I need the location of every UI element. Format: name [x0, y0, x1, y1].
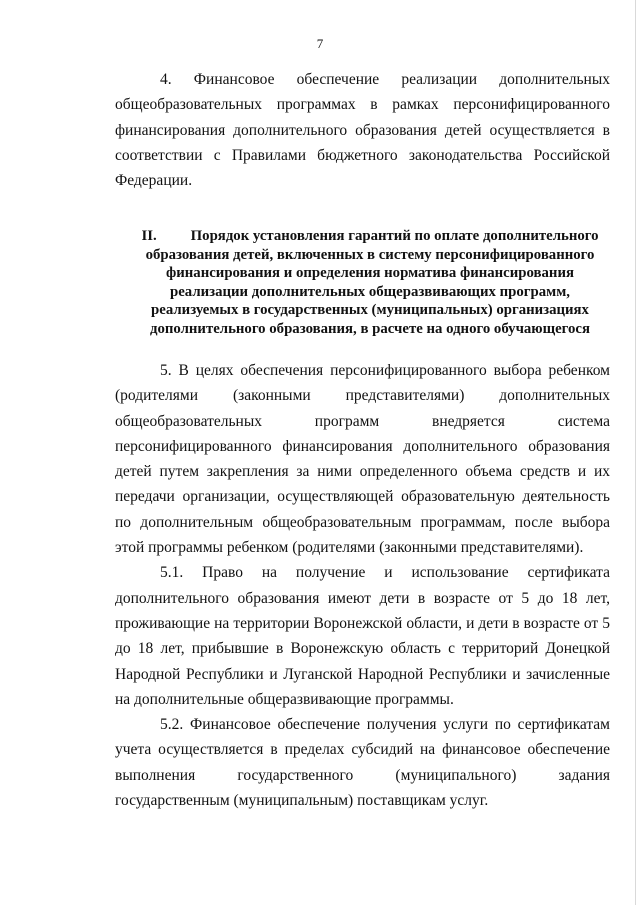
- section-title: Порядок установления гарантий по оплате дополнительного образования детей, включенных в систему персонифицированного финансирования и определения норматива финансирования реализации дополнительных общеразвивающих программ, реализуемых в государственных (муниципальных) организациях дополнительного образования, в расчете на одного обучающегося: [145, 228, 599, 337]
- scan-edge-line: [635, 0, 636, 905]
- paragraph-5-2: 5.2. Финансовое обеспечение получения услуги по сертификатам учета осуществляется в пределах субсидий на финансовое обеспечение выполнения государственного (муниципального) задания государственным (муниципальным) поставщикам услуг.: [115, 716, 610, 810]
- paragraph-5: 5. В целях обеспечения персонифицированного выбора ребенком (родителями (законными представителями) дополнительных общеобразовательных программ внедряется система персонифицированного финансирования дополнительного образования детей путем закрепления за ними определенного объема средств и их передачи организации, осуществляющей образовательную деятельность по дополнительным общеобразовательным программам, после выбора этой программы ребенком (родителями (законными представителями).: [115, 362, 610, 557]
- section-number: II.: [141, 228, 157, 244]
- page-number: 7: [316, 36, 324, 51]
- paragraph-block-bottom: [115, 358, 610, 813]
- section-heading: [130, 227, 610, 339]
- paragraph-block-top: [115, 67, 610, 193]
- paragraph-4: 4. Финансовое обеспечение реализации дополнительных общеобразовательных программах в рамках персонифицированного финансирования дополнительного образования детей осуществляется в соответствии с Правилами бюджетного законодательства Российской Федерации.: [115, 71, 610, 190]
- paragraph-5-1: 5.1. Право на получение и использование сертификата дополнительного образования имеют дети в возрасте от 5 до 18 лет, проживающие на территории Воронежской области, и дети в возрасте от 5 до 18 лет, прибывшие в Воронежскую область с территорий Донецкой Народной Республики и Луганской Народной Республики и зачисленные на дополнительные общеразвивающие программы.: [115, 564, 610, 708]
